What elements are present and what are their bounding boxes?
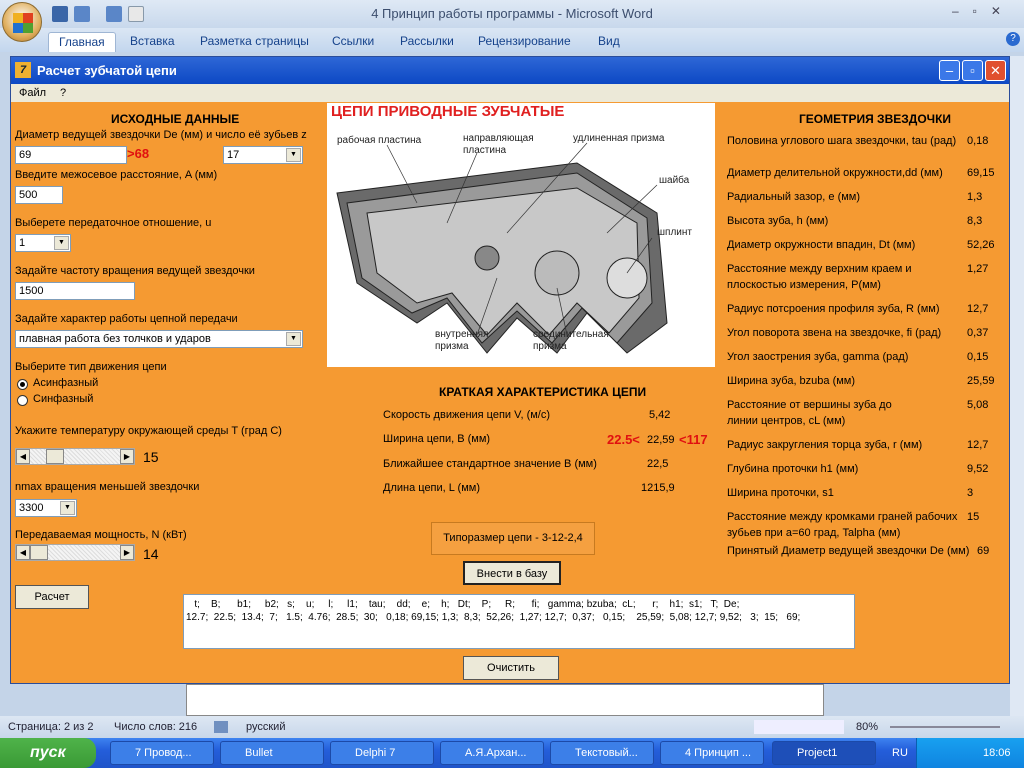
u-label: Выберете передаточное отношение, u xyxy=(15,217,212,229)
length-label: Длина цепи, L (мм) xyxy=(383,482,480,494)
de-label: Диаметр ведущей звездочки De (мм) и число её зубьев z xyxy=(15,129,307,141)
geometry-row-value: 5,08 xyxy=(967,399,989,411)
label-washer: шайба xyxy=(659,175,690,186)
geometry-row-label-2: зубьев при a=60 град, Talpha (мм) xyxy=(727,527,901,539)
view-buttons[interactable] xyxy=(754,720,844,734)
label-cotter: шплинт xyxy=(657,227,692,238)
slider-left-arrow-icon[interactable]: ◀ xyxy=(16,449,30,464)
geometry-row-value: 25,59 xyxy=(967,375,995,387)
tab-mailings[interactable]: Рассылки xyxy=(400,34,454,48)
zoom-slider[interactable] xyxy=(890,726,1000,728)
document-scrollbar[interactable] xyxy=(1010,56,1024,716)
width-min-hint: 22.5< xyxy=(607,432,640,447)
u-select[interactable] xyxy=(15,234,71,252)
start-button[interactable]: пуск xyxy=(0,738,96,768)
form-title: Расчет зубчатой цепи xyxy=(37,63,177,78)
std-width-label: Ближайшее стандартное значение B (мм) xyxy=(383,458,597,470)
geometry-row-label: Ширина проточки, s1 xyxy=(727,487,834,499)
mode-select[interactable] xyxy=(15,330,303,348)
nmax-value: 3300 xyxy=(19,502,44,514)
label-inner-prism: призма xyxy=(435,341,469,352)
zoom-level[interactable]: 80% xyxy=(856,721,879,733)
z-teeth-value: 17 xyxy=(227,149,240,161)
chain-illustration xyxy=(327,103,715,367)
form-title-bar xyxy=(11,57,1009,84)
label-extended-prism: удлиненная призма xyxy=(573,133,665,144)
undo-icon[interactable] xyxy=(74,6,90,22)
geometry-row-value: 15 xyxy=(967,511,980,523)
label-guide-plate: пластина xyxy=(463,145,507,156)
document-page[interactable] xyxy=(186,684,824,716)
task-item-bullet[interactable]: Bullet xyxy=(220,741,324,765)
menu-file[interactable]: Файл xyxy=(19,87,47,99)
de-min-hint: >68 xyxy=(127,146,150,161)
clear-button[interactable]: Очистить xyxy=(463,656,559,680)
radio-async[interactable] xyxy=(17,379,28,390)
freq-label: Задайте частоту вращения ведущей звездочки xyxy=(15,265,255,277)
geometry-row-label-2: линии центров, cL (мм) xyxy=(727,415,846,427)
u-value: 1 xyxy=(19,237,26,249)
slider-right-arrow-icon[interactable]: ▶ xyxy=(120,449,134,464)
geometry-row-value: 1,3 xyxy=(967,191,983,203)
power-slider[interactable] xyxy=(15,544,135,561)
nmax-select[interactable] xyxy=(15,499,77,517)
z-teeth-select[interactable] xyxy=(223,146,303,164)
geometry-row-label: Радиальный зазор, e (мм) xyxy=(727,191,861,203)
de-input[interactable]: 69 xyxy=(15,146,127,164)
radio-async-label: Асинфазный xyxy=(33,377,99,389)
geometry-row-value: 3 xyxy=(967,487,974,499)
geometry-row-value: 9,52 xyxy=(967,463,989,475)
temp-value: 15 xyxy=(143,449,159,465)
geometry-row-value: 69 xyxy=(977,545,990,557)
mode-label: Задайте характер работы цепной передачи xyxy=(15,313,238,325)
word-count[interactable]: Число слов: 216 xyxy=(114,721,198,733)
tab-page-layout[interactable]: Разметка страницы xyxy=(200,34,309,48)
geometry-row-label: Расстояние между верхним краем и xyxy=(727,263,912,275)
temp-slider[interactable] xyxy=(15,448,135,465)
label-working-plate: рабочая пластина xyxy=(337,135,422,146)
label-inner: внутренняя xyxy=(435,329,489,340)
geometry-row-value: 12,7 xyxy=(967,303,989,315)
spellcheck-icon[interactable] xyxy=(214,721,228,733)
type-label: Выберите тип движения цепи xyxy=(15,361,167,373)
geometry-row-label: Радиус потсроения профиля зуба, R (мм) xyxy=(727,303,940,315)
input-data-header: ИСХОДНЫЕ ДАННЫЕ xyxy=(111,112,240,126)
save-to-db-button[interactable]: Внести в базу xyxy=(463,561,561,585)
sprocket-geometry-header: ГЕОМЕТРИЯ ЗВЕЗДОЧКИ xyxy=(799,112,952,126)
results-memo[interactable] xyxy=(183,594,855,649)
radio-sync-label: Синфазный xyxy=(33,393,94,405)
label-connecting-prism: призма xyxy=(533,341,567,352)
language-status[interactable]: русский xyxy=(246,721,286,733)
geometry-row-label: Ширина зуба, bzuba (мм) xyxy=(727,375,856,387)
tab-insert[interactable]: Вставка xyxy=(130,34,175,48)
maximize-button[interactable]: ▫ xyxy=(962,60,983,81)
illustration-title: ЦЕПИ ПРИВОДНЫЕ ЗУБЧАТЫЕ xyxy=(331,103,565,120)
task-item-project1[interactable]: Project1 xyxy=(772,741,876,765)
geometry-row-label: Радиус закругления торца зуба, r (мм) xyxy=(727,439,923,451)
task-item-word[interactable]: 4 Принцип ... xyxy=(660,741,764,765)
word-window-controls[interactable]: –▫✕ xyxy=(952,4,1015,18)
geometry-row-value: 69,15 xyxy=(967,167,995,179)
freq-input[interactable]: 1500 xyxy=(15,282,135,300)
chain-size-panel: Типоразмер цепи - 3-12-2,4 xyxy=(431,522,595,555)
geometry-row-label: Угол поворота звена на звездочке, fi (рад) xyxy=(727,327,942,339)
geometry-row-label: Расстояние между кромками граней рабочих xyxy=(727,511,958,523)
print-preview-icon[interactable] xyxy=(128,6,144,22)
geometry-row-label: Диаметр делительной окружности,dd (мм) xyxy=(727,167,943,179)
office-logo-icon xyxy=(13,13,33,33)
a-input[interactable]: 500 xyxy=(15,186,63,204)
minimize-button[interactable]: – xyxy=(939,60,960,81)
geometry-row-value: 12,7 xyxy=(967,439,989,451)
speed-label: Скорость движения цепи V, (м/с) xyxy=(383,409,551,421)
std-width-value: 22,5 xyxy=(647,458,669,470)
slider-left-arrow-icon[interactable]: ◀ xyxy=(16,545,30,560)
geometry-row-label: Диаметр окружности впадин, Dt (мм) xyxy=(727,239,916,251)
geometry-row-value: 0,18 xyxy=(967,135,989,147)
task-item-text[interactable]: Текстовый... xyxy=(550,741,654,765)
power-slider-thumb[interactable] xyxy=(30,545,48,560)
power-label: Передаваемая мощность, N (кВт) xyxy=(15,529,187,541)
help-icon[interactable]: ? xyxy=(1006,32,1020,46)
geometry-row-value: 52,26 xyxy=(967,239,995,251)
memo-line-header: t; B; b1; b2; s; u; l; l1; tau; dd; e; h; Dt; P; R; fi; gamma; bzuba; cL; r; h1; s1; T; De; xyxy=(186,599,740,610)
task-item-delphi[interactable]: Delphi 7 xyxy=(330,741,434,765)
geometry-row-value: 0,37 xyxy=(967,327,989,339)
geometry-row-label: Половина углового шага звездочки, tau (рад) xyxy=(727,135,957,147)
office-button[interactable] xyxy=(2,2,42,42)
tab-references[interactable]: Ссылки xyxy=(332,34,375,48)
chevron-down-icon: ▼ xyxy=(60,501,75,515)
length-value: 1215,9 xyxy=(641,482,675,494)
system-tray xyxy=(916,738,1024,768)
keyboard-language[interactable]: RU xyxy=(892,747,908,759)
tab-home[interactable]: Главная xyxy=(48,32,116,52)
status-bar xyxy=(0,716,1024,738)
width-max-hint: <117 xyxy=(679,432,708,447)
temp-label: Укажите температуру окружающей среды T (град C) xyxy=(15,425,282,437)
word-window-title: 4 Принцип работы программы - Microsoft Word xyxy=(371,6,653,21)
chevron-down-icon: ▼ xyxy=(286,148,301,162)
geometry-row-value: 0,15 xyxy=(967,351,989,363)
chevron-down-icon: ▼ xyxy=(54,236,69,250)
width-value: 22,59 xyxy=(647,434,675,446)
page-count[interactable]: Страница: 2 из 2 xyxy=(8,721,94,733)
calculate-button[interactable]: Расчет xyxy=(15,585,89,609)
delphi-app-icon: 7 xyxy=(15,62,31,78)
memo-line-values: 12.7; 22.5; 13.4; 7; 1.5; 4.76; 28.5; 30; 0,18; 69,15; 1,3; 8,3; 52,26; 1,27; 12,7; 0,37; 0,15; 25,59; 5,08; 12,7; 9,52; 3; 15; 69; xyxy=(186,612,801,623)
radio-sync[interactable] xyxy=(17,395,28,406)
geometry-row-value: 1,27 xyxy=(967,263,989,275)
temp-slider-thumb[interactable] xyxy=(46,449,64,464)
menu-help[interactable]: ? xyxy=(60,87,67,99)
chain-summary-header: КРАТКАЯ ХАРАКТЕРИСТИКА ЦЕПИ xyxy=(439,385,647,399)
form-menubar xyxy=(11,84,1009,102)
tab-view[interactable]: Вид xyxy=(598,34,620,48)
close-button[interactable]: ✕ xyxy=(985,60,1006,81)
clock[interactable]: 18:06 xyxy=(983,747,1011,759)
nmax-label: nmax вращения меньшей звездочки xyxy=(15,481,200,493)
chevron-down-icon: ▼ xyxy=(286,332,301,346)
label-guide: направляющая xyxy=(463,133,534,144)
chain-calc-window xyxy=(10,56,1010,684)
geometry-row-value: 8,3 xyxy=(967,215,983,227)
ribbon-tabs xyxy=(0,28,1024,52)
geometry-row-label: Расстояние от вершины зуба до xyxy=(727,399,892,411)
power-value: 14 xyxy=(143,546,159,562)
slider-right-arrow-icon[interactable]: ▶ xyxy=(120,545,134,560)
redo-icon[interactable] xyxy=(106,6,122,22)
tab-review[interactable]: Рецензирование xyxy=(478,34,571,48)
task-item-doc-arkhan[interactable]: А.Я.Архан... xyxy=(440,741,544,765)
mode-value: плавная работа без толчков и ударов xyxy=(19,333,211,345)
geometry-row-label: Глубина проточки h1 (мм) xyxy=(727,463,859,475)
geometry-row-label: Принятый Диаметр ведущей звездочки De (мм) xyxy=(727,545,970,557)
geometry-row-label: Угол заострения зуба, gamma (рад) xyxy=(727,351,909,363)
geometry-row-label: Высота зуба, h (мм) xyxy=(727,215,829,227)
width-label: Ширина цепи, B (мм) xyxy=(383,433,491,445)
a-label: Введите межосевое расстояние, A (мм) xyxy=(15,169,218,181)
geometry-row-label-2: плоскостью измерения, P(мм) xyxy=(727,279,881,291)
speed-value: 5,42 xyxy=(649,409,671,421)
label-connecting: соединительная xyxy=(533,329,609,340)
task-item-folder[interactable]: 7 Провод... xyxy=(110,741,214,765)
save-icon[interactable] xyxy=(52,6,68,22)
